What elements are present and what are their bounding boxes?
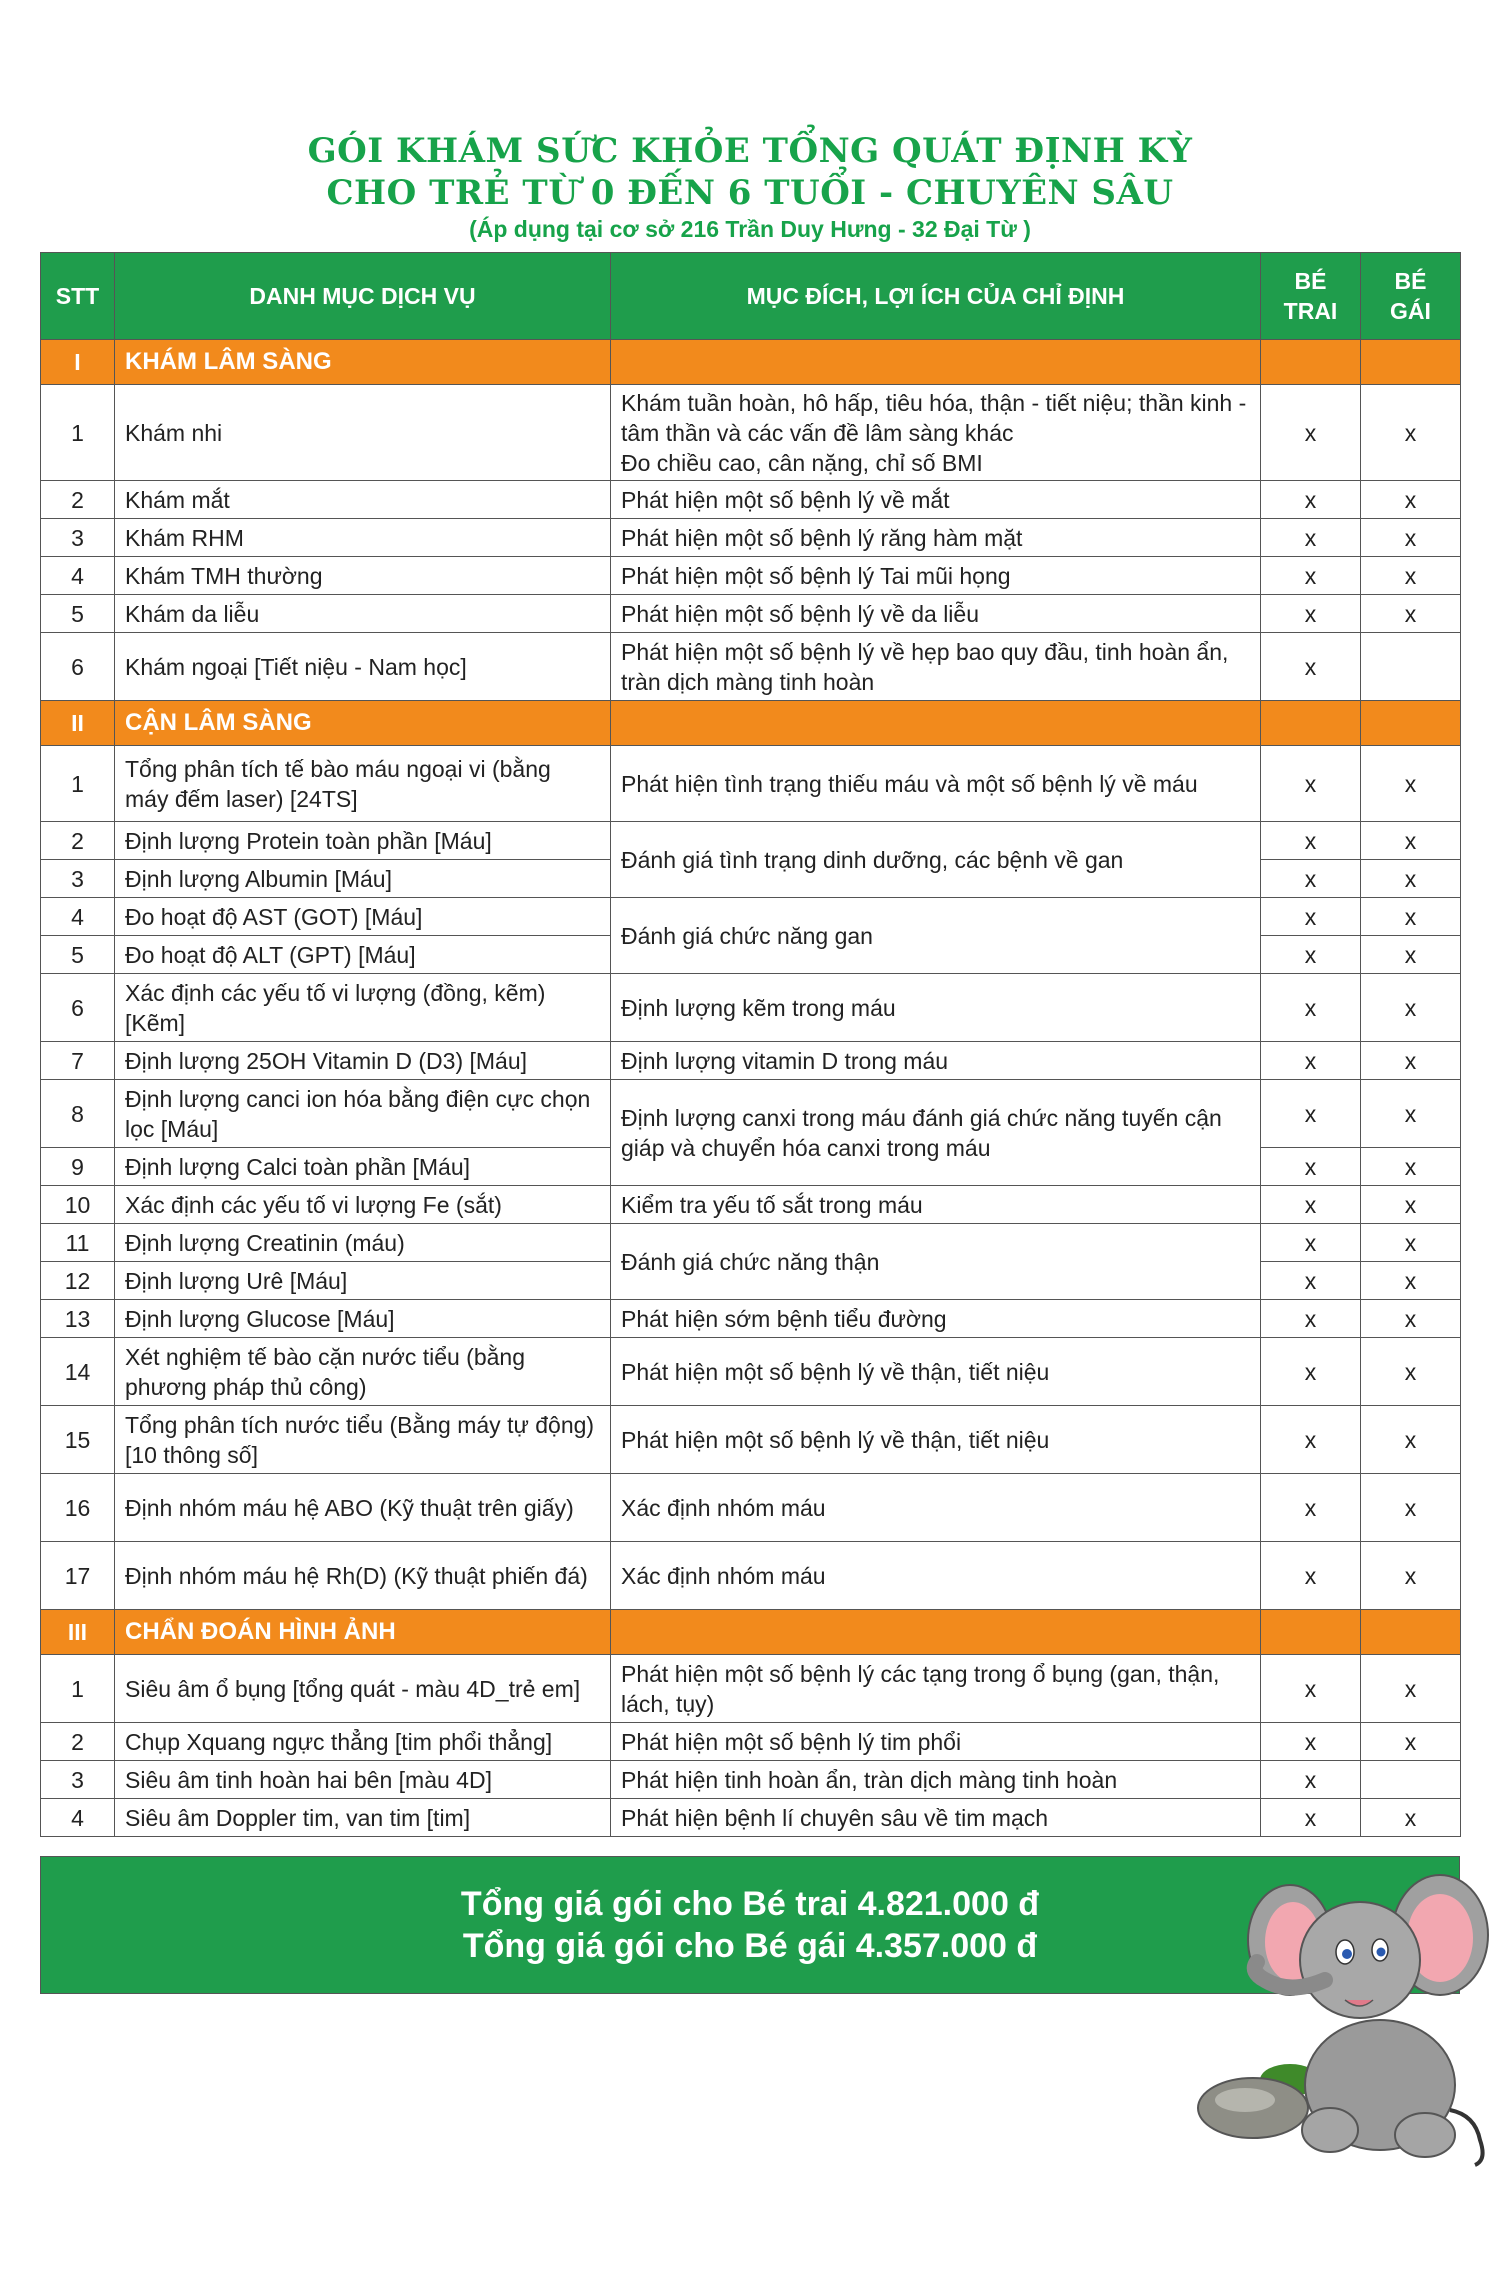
- table-row: [41, 1186, 1461, 1224]
- cell-stt: 2: [41, 822, 115, 860]
- cell-service: Định lượng Protein toàn phần [Máu]: [115, 822, 611, 860]
- cell-service: Đo hoạt độ AST (GOT) [Máu]: [115, 898, 611, 936]
- cell-purpose: Định lượng kẽm trong máu: [611, 974, 1261, 1042]
- cell-stt: 15: [41, 1406, 115, 1474]
- cell-girl: x: [1361, 1224, 1461, 1262]
- cell-girl: x: [1361, 1300, 1461, 1338]
- cell-service: Xét nghiệm tế bào cặn nước tiểu (bằng phương pháp thủ công): [115, 1338, 611, 1406]
- page-title-line2: CHO TRẺ TỪ 0 ĐẾN 6 TUỔI - CHUYÊN SÂU: [326, 173, 1174, 213]
- cell-purpose: Đánh giá chức năng gan: [611, 898, 1261, 974]
- cell-service: Chụp Xquang ngực thẳng [tim phổi thẳng]: [115, 1723, 611, 1761]
- cell-stt: 1: [41, 385, 115, 481]
- cell-boy: x: [1261, 1300, 1361, 1338]
- table-row: [41, 974, 1461, 1042]
- cell-boy: x: [1261, 1761, 1361, 1799]
- cell-purpose: Đánh giá tình trạng dinh dưỡng, các bệnh về gan: [611, 822, 1261, 898]
- cell-purpose: Khám tuần hoàn, hô hấp, tiêu hóa, thận - tiết niệu; thần kinh - tâm thần và các vấn đề lâm sàng khác Đo chiều cao, cân nặng, chỉ số BMI: [611, 385, 1261, 481]
- cell-girl: x: [1361, 1655, 1461, 1723]
- cell-stt: 6: [41, 633, 115, 701]
- cell-purpose: Xác định nhóm máu: [611, 1474, 1261, 1542]
- cell-girl: x: [1361, 1338, 1461, 1406]
- elephant-leg: [1302, 2108, 1358, 2152]
- cell-girl: x: [1361, 1406, 1461, 1474]
- cell-boy: x: [1261, 1262, 1361, 1300]
- cell-boy: x: [1261, 557, 1361, 595]
- cell-boy: x: [1261, 385, 1361, 481]
- cell-purpose: Phát hiện một số bệnh lý về mắt: [611, 481, 1261, 519]
- cell-stt: 4: [41, 1799, 115, 1837]
- section-roman: I: [41, 340, 115, 385]
- cell-purpose: Định lượng canxi trong máu đánh giá chức năng tuyến cận giáp và chuyển hóa canxi trong máu: [611, 1080, 1261, 1186]
- cell-boy: x: [1261, 1042, 1361, 1080]
- elephant-pupil: [1342, 1949, 1352, 1959]
- elephant-leg: [1395, 2113, 1455, 2157]
- cell-service: Định nhóm máu hệ Rh(D) (Kỹ thuật phiến đá): [115, 1542, 611, 1610]
- services-table: [40, 252, 1461, 1837]
- cell-service: Xác định các yếu tố vi lượng Fe (sắt): [115, 1186, 611, 1224]
- elephant-pupil: [1377, 1948, 1386, 1957]
- cell-stt: 16: [41, 1474, 115, 1542]
- title-block: [0, 130, 1500, 244]
- cell-stt: 4: [41, 898, 115, 936]
- table-row: [41, 1542, 1461, 1610]
- table-row: [41, 1224, 1461, 1262]
- table-row: [41, 1655, 1461, 1723]
- cell-service: Định lượng Glucose [Máu]: [115, 1300, 611, 1338]
- cell-stt: 8: [41, 1080, 115, 1148]
- cell-boy: x: [1261, 746, 1361, 822]
- cell-service: Khám TMH thường: [115, 557, 611, 595]
- cell-stt: 1: [41, 1655, 115, 1723]
- table-row: [41, 1761, 1461, 1799]
- cell-stt: 17: [41, 1542, 115, 1610]
- cell-stt: 3: [41, 1761, 115, 1799]
- cell-purpose: Phát hiện một số bệnh lý các tạng trong ổ bụng (gan, thận, lách, tụy): [611, 1655, 1261, 1723]
- cell-girl: x: [1361, 1799, 1461, 1837]
- cell-service: Siêu âm ổ bụng [tổng quát - màu 4D_trẻ em]: [115, 1655, 611, 1723]
- cell-girl: x: [1361, 746, 1461, 822]
- section-title: CẬN LÂM SÀNG: [115, 701, 611, 746]
- cell-purpose: Phát hiện một số bệnh lý về thận, tiết niệu: [611, 1338, 1261, 1406]
- cell-purpose: Phát hiện một số bệnh lý về thận, tiết niệu: [611, 1406, 1261, 1474]
- cell-boy: x: [1261, 1080, 1361, 1148]
- table-row: [41, 1406, 1461, 1474]
- cell-purpose: Phát hiện một số bệnh lý tim phổi: [611, 1723, 1261, 1761]
- header-boy: BÉ TRAI: [1261, 253, 1361, 340]
- cell-stt: 5: [41, 595, 115, 633]
- cell-girl: x: [1361, 936, 1461, 974]
- cell-boy: x: [1261, 481, 1361, 519]
- cell-stt: 7: [41, 1042, 115, 1080]
- cell-purpose: Phát hiện một số bệnh lý răng hàm mặt: [611, 519, 1261, 557]
- cell-service: Định lượng Creatinin (máu): [115, 1224, 611, 1262]
- section-row: [41, 701, 1461, 746]
- cell-girl: x: [1361, 822, 1461, 860]
- table-row: [41, 1042, 1461, 1080]
- total-boy: Tổng giá gói cho Bé trai 4.821.000 đ: [460, 1885, 1040, 1923]
- cell-service: Xác định các yếu tố vi lượng (đồng, kẽm) [Kẽm]: [115, 974, 611, 1042]
- cell-girl: x: [1361, 1474, 1461, 1542]
- cell-boy: x: [1261, 1186, 1361, 1224]
- cell-service: Khám nhi: [115, 385, 611, 481]
- total-girl: Tổng giá gói cho Bé gái 4.357.000 đ: [462, 1927, 1038, 1965]
- rock-highlight: [1215, 2088, 1275, 2112]
- cell-service: Định nhóm máu hệ ABO (Kỹ thuật trên giấy): [115, 1474, 611, 1542]
- cell-purpose: Phát hiện một số bệnh lý về hẹp bao quy đầu, tinh hoàn ẩn, tràn dịch màng tinh hoàn: [611, 633, 1261, 701]
- cell-service: Khám mắt: [115, 481, 611, 519]
- section-roman: III: [41, 1610, 115, 1655]
- section-roman: II: [41, 701, 115, 746]
- cell-boy: x: [1261, 822, 1361, 860]
- table-row: [41, 1474, 1461, 1542]
- table-header-row: [41, 253, 1461, 340]
- cell-boy: x: [1261, 1148, 1361, 1186]
- cell-service: Tổng phân tích nước tiểu (Bằng máy tự động) [10 thông số]: [115, 1406, 611, 1474]
- cell-stt: 12: [41, 1262, 115, 1300]
- table-row: [41, 481, 1461, 519]
- table-row: [41, 557, 1461, 595]
- elephant-illustration: [1195, 1860, 1500, 2180]
- cell-boy: x: [1261, 1474, 1361, 1542]
- cell-service: Đo hoạt độ ALT (GPT) [Máu]: [115, 936, 611, 974]
- cell-girl: [1361, 1761, 1461, 1799]
- cell-stt: 5: [41, 936, 115, 974]
- cell-girl: x: [1361, 1148, 1461, 1186]
- table-row: [41, 1799, 1461, 1837]
- cell-purpose: Phát hiện sớm bệnh tiểu đường: [611, 1300, 1261, 1338]
- table-row: [41, 1080, 1461, 1148]
- cell-service: Khám ngoại [Tiết niệu - Nam học]: [115, 633, 611, 701]
- table-row: [41, 1300, 1461, 1338]
- section-row: [41, 1610, 1461, 1655]
- cell-service: Định lượng Albumin [Máu]: [115, 860, 611, 898]
- cell-service: Tổng phân tích tế bào máu ngoại vi (bằng máy đếm laser) [24TS]: [115, 746, 611, 822]
- cell-purpose: Phát hiện một số bệnh lý về da liễu: [611, 595, 1261, 633]
- cell-purpose: Kiểm tra yếu tố sắt trong máu: [611, 1186, 1261, 1224]
- cell-service: Khám da liễu: [115, 595, 611, 633]
- cell-service: Siêu âm tinh hoàn hai bên [màu 4D]: [115, 1761, 611, 1799]
- cell-purpose: Định lượng vitamin D trong máu: [611, 1042, 1261, 1080]
- cell-purpose: Xác định nhóm máu: [611, 1542, 1261, 1610]
- cell-boy: x: [1261, 860, 1361, 898]
- table-row: [41, 385, 1461, 481]
- cell-girl: x: [1361, 898, 1461, 936]
- cell-girl: [1361, 633, 1461, 701]
- table-row: [41, 746, 1461, 822]
- cell-girl: x: [1361, 1186, 1461, 1224]
- cell-service: Khám RHM: [115, 519, 611, 557]
- cell-purpose: Phát hiện bệnh lí chuyên sâu về tim mạch: [611, 1799, 1261, 1837]
- cell-stt: 9: [41, 1148, 115, 1186]
- table-row: [41, 898, 1461, 936]
- cell-boy: x: [1261, 1224, 1361, 1262]
- cell-boy: x: [1261, 1338, 1361, 1406]
- cell-purpose: Phát hiện tinh hoàn ẩn, tràn dịch màng tinh hoàn: [611, 1761, 1261, 1799]
- cell-girl: x: [1361, 481, 1461, 519]
- cell-stt: 4: [41, 557, 115, 595]
- cell-girl: x: [1361, 595, 1461, 633]
- cell-boy: x: [1261, 1406, 1361, 1474]
- page-subtitle: (Áp dụng tại cơ sở 216 Trần Duy Hưng - 32 Đại Từ ): [469, 216, 1031, 242]
- cell-service: Siêu âm Doppler tim, van tim [tim]: [115, 1799, 611, 1837]
- cell-stt: 14: [41, 1338, 115, 1406]
- cell-boy: x: [1261, 974, 1361, 1042]
- cell-boy: x: [1261, 519, 1361, 557]
- cell-stt: 3: [41, 519, 115, 557]
- cell-girl: x: [1361, 860, 1461, 898]
- cell-stt: 11: [41, 1224, 115, 1262]
- page-title: GÓI KHÁM SỨC KHỎE TỔNG QUÁT ĐỊNH KỲ: [307, 131, 1193, 171]
- cell-boy: x: [1261, 633, 1361, 701]
- header-service: DANH MỤC DỊCH VỤ: [115, 253, 611, 340]
- section-title: KHÁM LÂM SÀNG: [115, 340, 611, 385]
- cell-stt: 13: [41, 1300, 115, 1338]
- header-girl: BÉ GÁI: [1361, 253, 1461, 340]
- section-title: CHẨN ĐOÁN HÌNH ẢNH: [115, 1610, 611, 1655]
- table-row: [41, 822, 1461, 860]
- header-purpose: MỤC ĐÍCH, LỢI ÍCH CỦA CHỈ ĐỊNH: [611, 253, 1261, 340]
- table-row: [41, 1338, 1461, 1406]
- cell-girl: x: [1361, 1042, 1461, 1080]
- cell-girl: x: [1361, 1542, 1461, 1610]
- cell-boy: x: [1261, 1723, 1361, 1761]
- cell-girl: x: [1361, 519, 1461, 557]
- table-row: [41, 633, 1461, 701]
- cell-stt: 1: [41, 746, 115, 822]
- header-stt: STT: [41, 253, 115, 340]
- cell-boy: x: [1261, 595, 1361, 633]
- cell-boy: x: [1261, 1799, 1361, 1837]
- cell-service: Định lượng canci ion hóa bằng điện cực chọn lọc [Máu]: [115, 1080, 611, 1148]
- table-row: [41, 1723, 1461, 1761]
- table-row: [41, 519, 1461, 557]
- cell-stt: 2: [41, 1723, 115, 1761]
- cell-purpose: Phát hiện một số bệnh lý Tai mũi họng: [611, 557, 1261, 595]
- cell-girl: x: [1361, 1080, 1461, 1148]
- cell-purpose: Phát hiện tình trạng thiếu máu và một số bệnh lý về máu: [611, 746, 1261, 822]
- section-row: [41, 340, 1461, 385]
- cell-boy: x: [1261, 1542, 1361, 1610]
- cell-stt: 6: [41, 974, 115, 1042]
- cell-service: Định lượng Calci toàn phần [Máu]: [115, 1148, 611, 1186]
- cell-stt: 3: [41, 860, 115, 898]
- cell-girl: x: [1361, 557, 1461, 595]
- table-row: [41, 595, 1461, 633]
- cell-purpose: Đánh giá chức năng thận: [611, 1224, 1261, 1300]
- cell-girl: x: [1361, 385, 1461, 481]
- cell-boy: x: [1261, 1655, 1361, 1723]
- cell-service: Định lượng 25OH Vitamin D (D3) [Máu]: [115, 1042, 611, 1080]
- cell-girl: x: [1361, 974, 1461, 1042]
- cell-girl: x: [1361, 1262, 1461, 1300]
- cell-girl: x: [1361, 1723, 1461, 1761]
- cell-boy: x: [1261, 898, 1361, 936]
- cell-stt: 10: [41, 1186, 115, 1224]
- cell-stt: 2: [41, 481, 115, 519]
- cell-boy: x: [1261, 936, 1361, 974]
- cell-service: Định lượng Urê [Máu]: [115, 1262, 611, 1300]
